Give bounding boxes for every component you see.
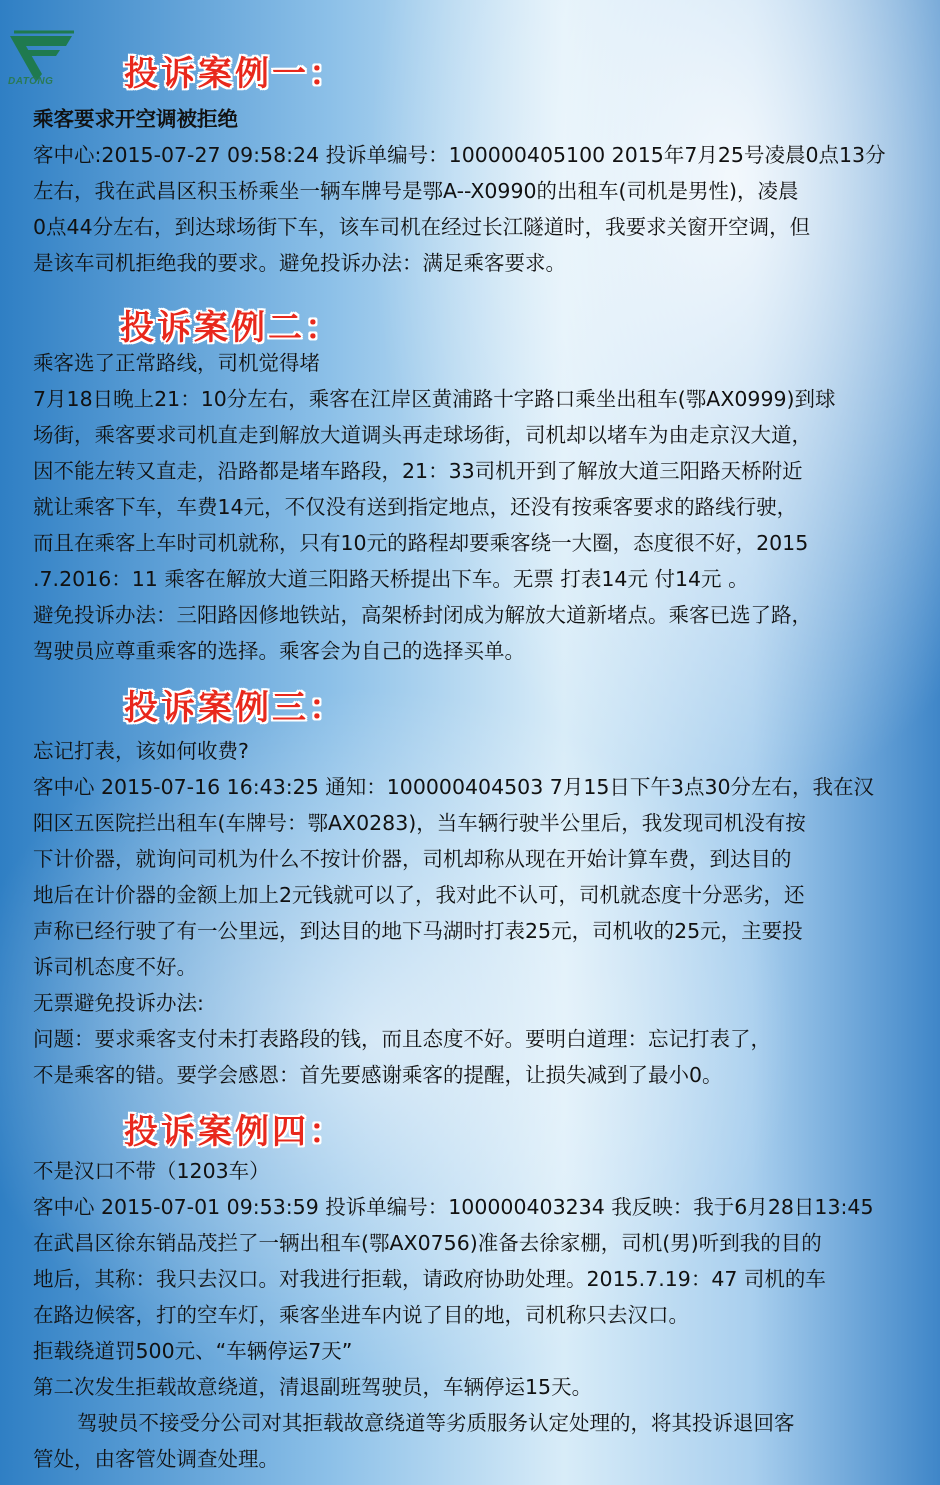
case-1-line: 客中心:2015-07-27 09:58:24 投诉单编号：100000405100 2015年7月25号凌晨0点13分: [33, 143, 886, 167]
case-4-heading: 投诉案例四：: [124, 1112, 346, 1152]
case-1-line: 0点44分左右，到达球场街下车，该车司机在经过长江隧道时，我要求关窗开空调，但: [33, 215, 811, 239]
case-4-line: 第二次发生拒载故意绕道，清退副班驾驶员，车辆停运15天。: [33, 1375, 593, 1399]
case-3-line: 不是乘客的错。要学会感恩：首先要感谢乘客的提醒，让损失减到了最小0。: [33, 1063, 723, 1087]
case-2-line: 场街，乘客要求司机直走到解放大道调头再走球场街，司机却以堵车为由走京汉大道，: [33, 423, 812, 447]
case-3-line: 地后在计价器的金额上加上2元钱就可以了，我对此不认可，司机就态度十分恶劣，还: [33, 883, 805, 907]
case-4-line: 驾驶员不接受分公司对其拒载故意绕道等劣质服务认定处理的，将其投诉退回客: [77, 1411, 795, 1435]
case-2-line: .7.2016：11 乘客在解放大道三阳路天桥提出下车。无票 打表14元 付14元 。: [33, 567, 749, 591]
case-4-line: 管处，由客管处调查处理。: [33, 1447, 279, 1471]
case-3-title: 忘记打表，该如何收费?: [33, 739, 249, 763]
case-1-line: 是该车司机拒绝我的要求。避免投诉办法：满足乘客要求。: [33, 251, 566, 275]
case-3-line: 客中心 2015-07-16 16:43:25 通知：100000404503 7月15日下午3点30分左右，我在汉: [33, 775, 875, 799]
case-2-line: 因不能左转又直走，沿路都是堵车路段，21：33司机开到了解放大道三阳路天桥附近: [33, 459, 803, 483]
case-3-line: 声称已经行驶了有一公里远，到达目的地下马湖时打表25元，司机收的25元，主要投: [33, 919, 803, 943]
case-1-heading: 投诉案例一：: [124, 54, 346, 94]
case-2-line: 驾驶员应尊重乘客的选择。乘客会为自己的选择买单。: [33, 639, 525, 663]
case-2-body: [33, 345, 923, 669]
case-2-line: 就让乘客下车，车费14元，不仅没有送到指定地点，还没有按乘客要求的路线行驶，: [33, 495, 798, 519]
case-4-line: 客中心 2015-07-01 09:53:59 投诉单编号：100000403234 我反映：我于6月28日13:45: [33, 1195, 874, 1219]
case-3-heading: 投诉案例三：: [124, 688, 346, 728]
case-3-line: 下计价器，就询问司机为什么不按计价器，司机却称从现在开始计算车费，到达目的: [33, 847, 792, 871]
case-3-line: 诉司机态度不好。: [33, 955, 197, 979]
case-4-title: 不是汉口不带（1203车）: [33, 1159, 270, 1183]
case-3-line: 阳区五医院拦出租车(车牌号：鄂AX0283)，当车辆行驶半公里后，我发现司机没有按: [33, 811, 806, 835]
case-4-body: [33, 1153, 923, 1477]
case-1-body: [33, 101, 923, 281]
case-1-line: 左右，我在武昌区积玉桥乘坐一辆车牌号是鄂A--X0990的出租车(司机是男性)，凌晨: [33, 179, 799, 203]
case-4-line: 拒载绕道罚500元、“车辆停运7天”: [33, 1339, 353, 1363]
logo-text: DATONG: [8, 76, 54, 87]
case-4-line: 在武昌区徐东销品茂拦了一辆出租车(鄂AX0756)准备去徐家棚，司机(男)听到我的目的: [33, 1231, 822, 1255]
case-4-line: 地后，其称：我只去汉口。对我进行拒载，请政府协助处理。2015.7.19：47 司机的车: [33, 1267, 826, 1291]
case-2-line: 7月18日晚上21：10分左右，乘客在江岸区黄浦路十字路口乘坐出租车(鄂AX0999)到球: [33, 387, 836, 411]
case-2-line: 而且在乘客上车时司机就称，只有10元的路程却要乘客绕一大圈，态度很不好，2015: [33, 531, 809, 555]
case-3-line: 无票避免投诉办法:: [33, 991, 204, 1015]
case-2-title: 乘客选了正常路线，司机觉得堵: [33, 351, 320, 375]
case-2-line: 避免投诉办法：三阳路因修地铁站，高架桥封闭成为解放大道新堵点。乘客已选了路，: [33, 603, 812, 627]
case-3-line: 问题：要求乘客支付未打表路段的钱，而且态度不好。要明白道理：忘记打表了，: [33, 1027, 771, 1051]
case-1-title: 乘客要求开空调被拒绝: [33, 107, 238, 131]
case-2-heading: 投诉案例二：: [120, 308, 342, 348]
case-3-body: [33, 733, 923, 1093]
case-4-line: 在路边候客，打的空车灯，乘客坐进车内说了目的地，司机称只去汉口。: [33, 1303, 689, 1327]
